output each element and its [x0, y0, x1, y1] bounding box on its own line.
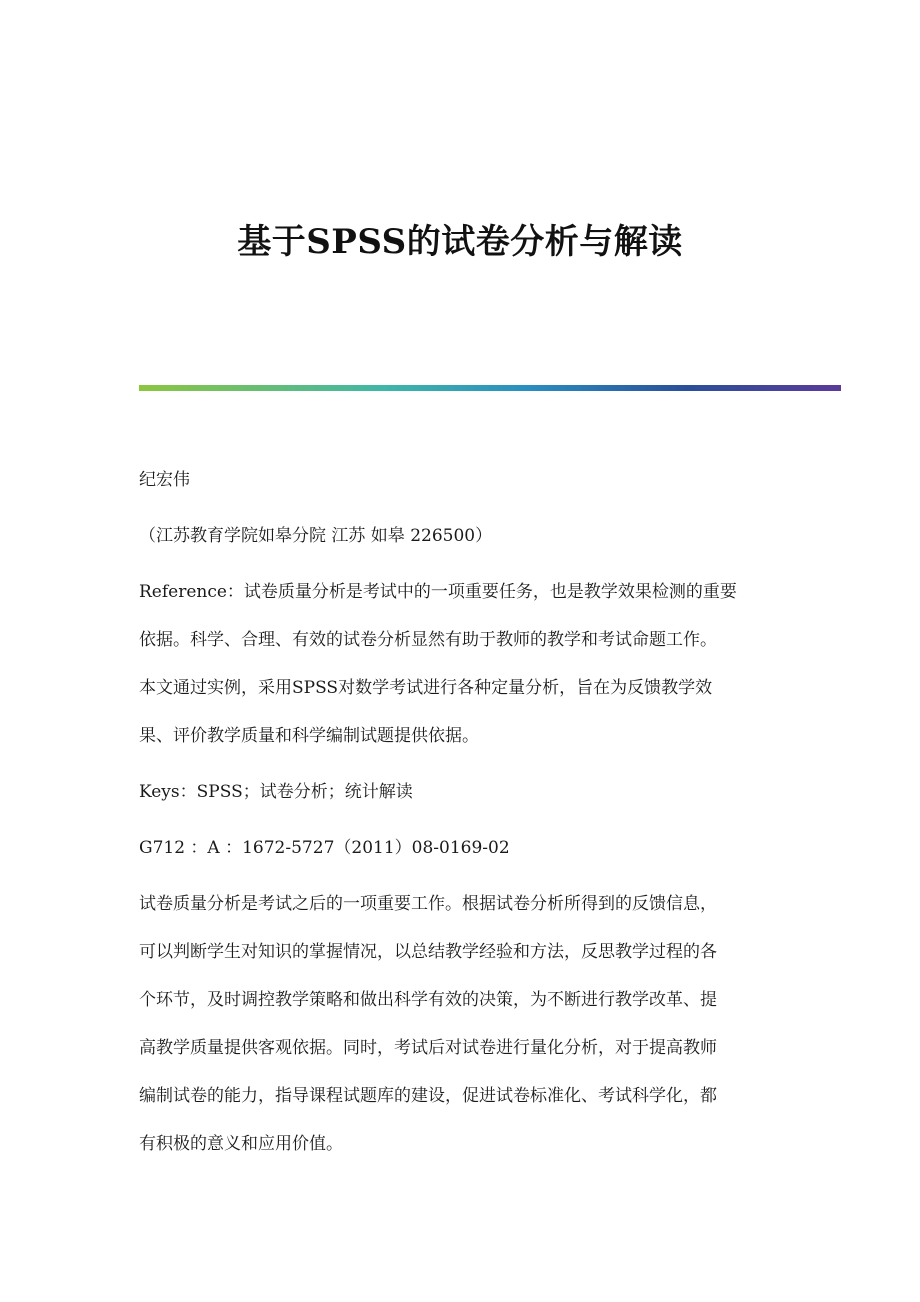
- author-name: 纪宏伟: [139, 470, 190, 490]
- abstract-line: 果、评价教学质量和科学编制试题提供依据。: [139, 726, 479, 746]
- body-line: 个环节，及时调控教学策略和做出科学有效的决策，为不断进行教学改革、提: [139, 990, 717, 1010]
- body-line: 高教学质量提供客观依据。同时，考试后对试卷进行量化分析，对于提高教师: [139, 1038, 717, 1058]
- author-affiliation: （江苏教育学院如皋分院 江苏 如皋 226500）: [139, 526, 493, 546]
- keywords: Keys：SPSS；试卷分析；统计解读: [139, 782, 413, 802]
- document-body: [139, 468, 789, 1157]
- body-line: 有积极的意义和应用价值。: [139, 1134, 343, 1154]
- body-line: 试卷质量分析是考试之后的一项重要工作。根据试卷分析所得到的反馈信息，: [139, 894, 717, 914]
- abstract-line: 依据。科学、合理、有效的试卷分析显然有助于教师的教学和考试命题工作。: [139, 630, 717, 650]
- body-line: 可以判断学生对知识的掌握情况，以总结教学经验和方法，反思教学过程的各: [139, 942, 717, 962]
- abstract: [139, 580, 789, 749]
- classification-codes: G712 ：A ：1672-5727（2011）08-0169-02: [139, 838, 510, 858]
- abstract-line: Reference：试卷质量分析是考试中的一项重要任务，也是教学效果检测的重要: [139, 582, 737, 602]
- document-title: 基于SPSS的试卷分析与解读: [237, 222, 683, 262]
- body-line: 编制试卷的能力，指导课程试题库的建设，促进试卷标准化、考试科学化，都: [139, 1086, 717, 1106]
- body-paragraph: [139, 892, 789, 1157]
- title-divider: [139, 385, 841, 391]
- abstract-line: 本文通过实例，采用SPSS对数学考试进行各种定量分析，旨在为反馈教学效: [139, 678, 713, 698]
